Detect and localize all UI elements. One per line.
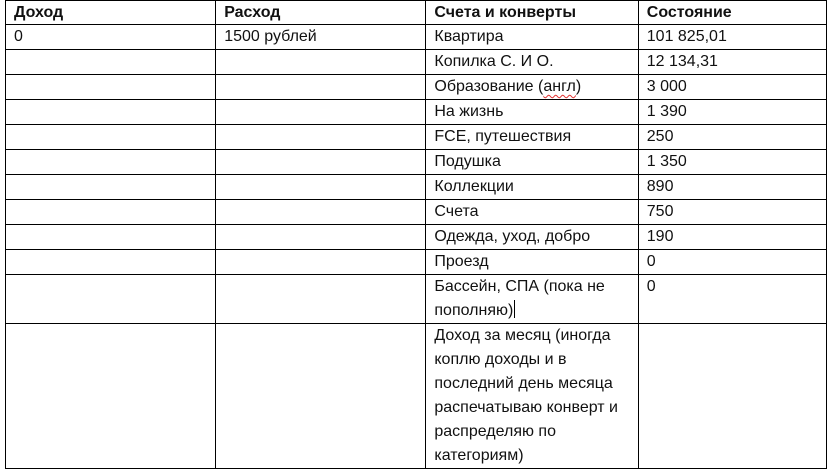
table-row bbox=[6, 25, 827, 50]
empty-cell[interactable] bbox=[216, 200, 426, 225]
empty-cell[interactable] bbox=[216, 50, 426, 75]
spellcheck-marked-word: англ bbox=[543, 78, 576, 95]
header-state[interactable]: Состояние bbox=[638, 1, 826, 25]
account-name[interactable]: Коллекции bbox=[426, 175, 638, 200]
table-row bbox=[6, 275, 827, 324]
account-state[interactable]: 3 000 bbox=[638, 75, 826, 100]
table-row bbox=[6, 250, 827, 275]
empty-cell[interactable] bbox=[6, 150, 216, 175]
empty-cell[interactable] bbox=[216, 250, 426, 275]
table-row bbox=[6, 324, 827, 469]
account-state[interactable]: 1 390 bbox=[638, 100, 826, 125]
empty-cell[interactable] bbox=[6, 175, 216, 200]
empty-cell[interactable] bbox=[6, 75, 216, 100]
table-row bbox=[6, 50, 827, 75]
table-row bbox=[6, 200, 827, 225]
account-name[interactable] bbox=[426, 75, 638, 100]
empty-cell[interactable] bbox=[638, 324, 826, 469]
account-name[interactable]: На жизнь bbox=[426, 100, 638, 125]
account-state[interactable]: 1 350 bbox=[638, 150, 826, 175]
account-name-prefix: Образование ( bbox=[434, 78, 544, 95]
account-state[interactable]: 12 134,31 bbox=[638, 50, 826, 75]
monthly-income-note[interactable]: Доход за месяц (иногда коплю доходы и в последний день месяца распечатываю конверт и распределяю по категориям) bbox=[426, 324, 638, 469]
account-name[interactable] bbox=[426, 275, 638, 324]
empty-cell[interactable] bbox=[6, 100, 216, 125]
empty-cell[interactable] bbox=[216, 100, 426, 125]
empty-cell[interactable] bbox=[6, 125, 216, 150]
account-state[interactable]: 190 bbox=[638, 225, 826, 250]
table-row bbox=[6, 75, 827, 100]
account-state[interactable]: 890 bbox=[638, 175, 826, 200]
empty-cell[interactable] bbox=[216, 125, 426, 150]
empty-cell[interactable] bbox=[6, 324, 216, 469]
empty-cell[interactable] bbox=[6, 50, 216, 75]
account-state[interactable]: 250 bbox=[638, 125, 826, 150]
empty-cell[interactable] bbox=[6, 275, 216, 324]
header-accounts[interactable]: Счета и конверты bbox=[426, 1, 638, 25]
account-name[interactable]: Проезд bbox=[426, 250, 638, 275]
account-name[interactable]: Одежда, уход, добро bbox=[426, 225, 638, 250]
account-state[interactable]: 0 bbox=[638, 250, 826, 275]
account-state[interactable]: 750 bbox=[638, 200, 826, 225]
account-name[interactable]: Счета bbox=[426, 200, 638, 225]
table-row bbox=[6, 175, 827, 200]
income-value[interactable]: 0 bbox=[6, 25, 216, 50]
table-row bbox=[6, 225, 827, 250]
expense-value[interactable]: 1500 рублей bbox=[216, 25, 426, 50]
account-name[interactable]: Подушка bbox=[426, 150, 638, 175]
header-expense[interactable]: Расход bbox=[216, 1, 426, 25]
table-row bbox=[6, 100, 827, 125]
empty-cell[interactable] bbox=[216, 75, 426, 100]
table-row bbox=[6, 150, 827, 175]
account-name-text: Бассейн, СПА (пока не пополняю) bbox=[434, 278, 605, 319]
header-income[interactable]: Доход bbox=[6, 1, 216, 25]
account-name[interactable]: Квартира bbox=[426, 25, 638, 50]
account-name-suffix: ) bbox=[575, 78, 582, 95]
empty-cell[interactable] bbox=[216, 324, 426, 469]
empty-cell[interactable] bbox=[216, 275, 426, 324]
account-name[interactable]: Копилка С. И О. bbox=[426, 50, 638, 75]
account-name[interactable]: FCE, путешествия bbox=[426, 125, 638, 150]
header-row bbox=[6, 1, 827, 25]
text-cursor bbox=[514, 300, 515, 318]
account-state[interactable]: 101 825,01 bbox=[638, 25, 826, 50]
empty-cell[interactable] bbox=[6, 200, 216, 225]
empty-cell[interactable] bbox=[216, 150, 426, 175]
table-row bbox=[6, 125, 827, 150]
budget-table bbox=[5, 0, 827, 469]
empty-cell[interactable] bbox=[216, 175, 426, 200]
empty-cell[interactable] bbox=[6, 225, 216, 250]
account-state[interactable]: 0 bbox=[638, 275, 826, 324]
empty-cell[interactable] bbox=[216, 225, 426, 250]
empty-cell[interactable] bbox=[6, 250, 216, 275]
